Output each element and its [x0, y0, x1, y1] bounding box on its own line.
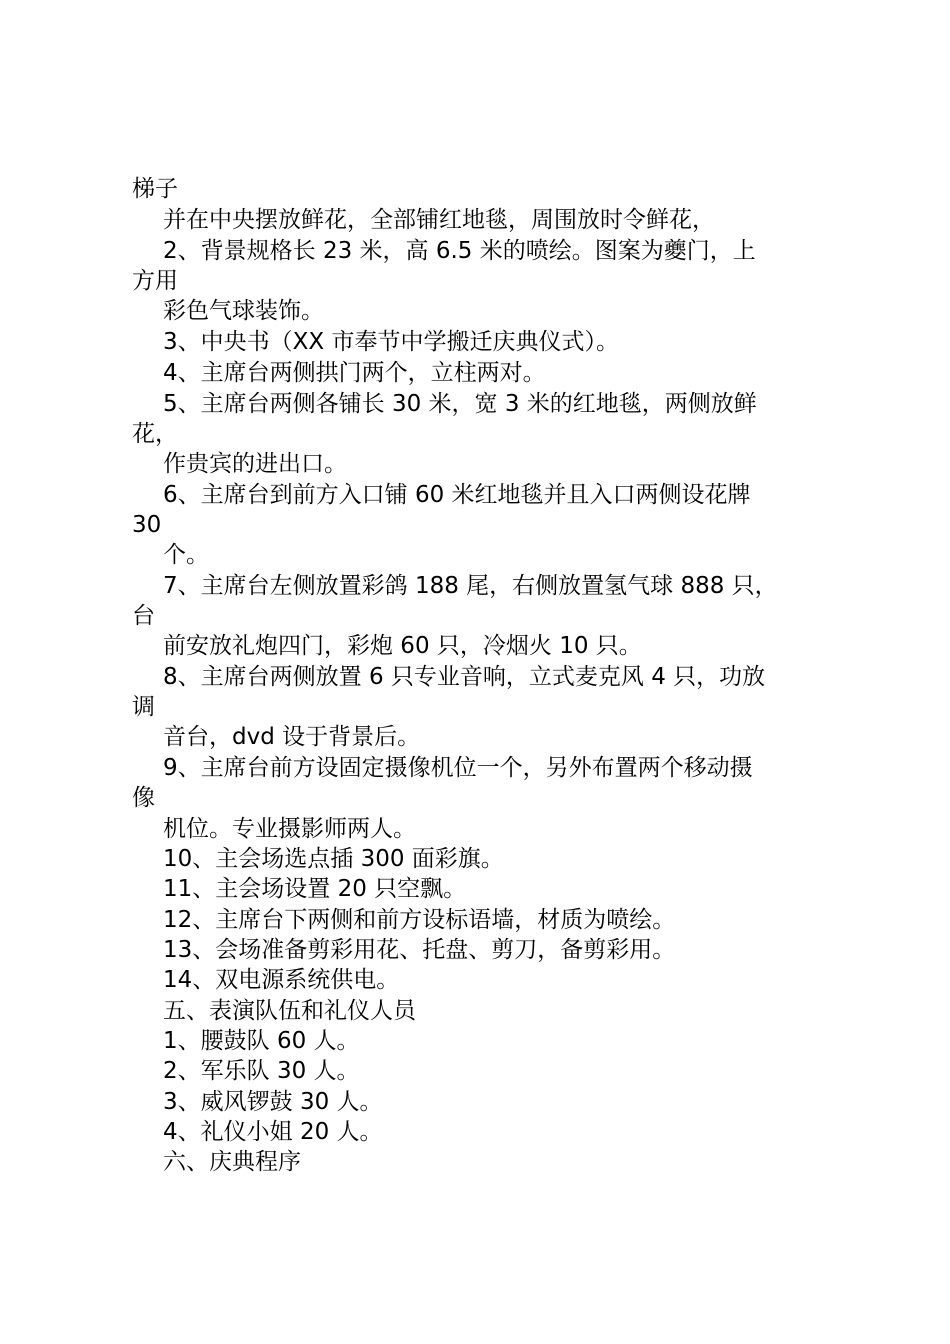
- text-line: 10、主会场选点插 300 面彩旗。: [163, 846, 504, 872]
- text-line: 12、主席台下两侧和前方设标语墙，材质为喷绘。: [163, 907, 676, 933]
- text-line: 8、主席台两侧放置 6 只专业音响，立式麦克风 4 只，功放: [163, 664, 766, 690]
- text-line: 台: [132, 603, 155, 629]
- text-line: 像: [132, 785, 155, 811]
- text-line: 9、主席台前方设固定摄像机位一个，另外布置两个移动摄: [163, 755, 753, 781]
- text-line: 7、主席台左侧放置彩鸽 188 尾，右侧放置氢气球 888 只，: [163, 573, 778, 599]
- text-line: 方用: [132, 268, 178, 294]
- text-line: 4、主席台两侧拱门两个，立柱两对。: [163, 360, 546, 386]
- text-line: 个。: [163, 542, 209, 568]
- text-line: 彩色气球装饰。: [163, 298, 324, 324]
- text-line: 六、庆典程序: [163, 1149, 301, 1175]
- text-line: 3、中央书（XX 市奉节中学搬迁庆典仪式）。: [163, 329, 619, 355]
- text-line: 1、腰鼓队 60 人。: [163, 1028, 360, 1054]
- text-line: 调: [132, 694, 155, 720]
- text-line: 6、主席台到前方入口铺 60 米红地毯并且入口两侧设花牌: [163, 482, 751, 508]
- text-line: 2、背景规格长 23 米，高 6.5 米的喷绘。图案为夔门，上: [163, 238, 756, 264]
- text-line: 机位。专业摄影师两人。: [163, 816, 416, 842]
- text-line: 11、主会场设置 20 只空飘。: [163, 876, 467, 902]
- text-line: 音台，dvd 设于背景后。: [163, 724, 421, 750]
- text-line: 前安放礼炮四门，彩炮 60 只，冷烟火 10 只。: [163, 633, 642, 659]
- text-line: 梯子: [132, 176, 178, 202]
- text-line: 2、军乐队 30 人。: [163, 1058, 360, 1084]
- text-line: 13、会场准备剪彩用花、托盘、剪刀，备剪彩用。: [163, 937, 676, 963]
- text-line: 花，: [132, 421, 178, 447]
- text-line: 30: [132, 512, 162, 538]
- text-line: 并在中央摆放鲜花，全部铺红地毯，周围放时令鲜花，: [163, 207, 715, 233]
- text-line: 3、威风锣鼓 30 人。: [163, 1089, 383, 1115]
- text-line: 作贵宾的进出口。: [163, 451, 347, 477]
- text-line: 五、表演队伍和礼仪人员: [163, 998, 416, 1024]
- text-line: 4、礼仪小姐 20 人。: [163, 1119, 383, 1145]
- text-line: 5、主席台两侧各铺长 30 米，宽 3 米的红地毯，两侧放鲜: [163, 391, 757, 417]
- text-line: 14、双电源系统供电。: [163, 967, 400, 993]
